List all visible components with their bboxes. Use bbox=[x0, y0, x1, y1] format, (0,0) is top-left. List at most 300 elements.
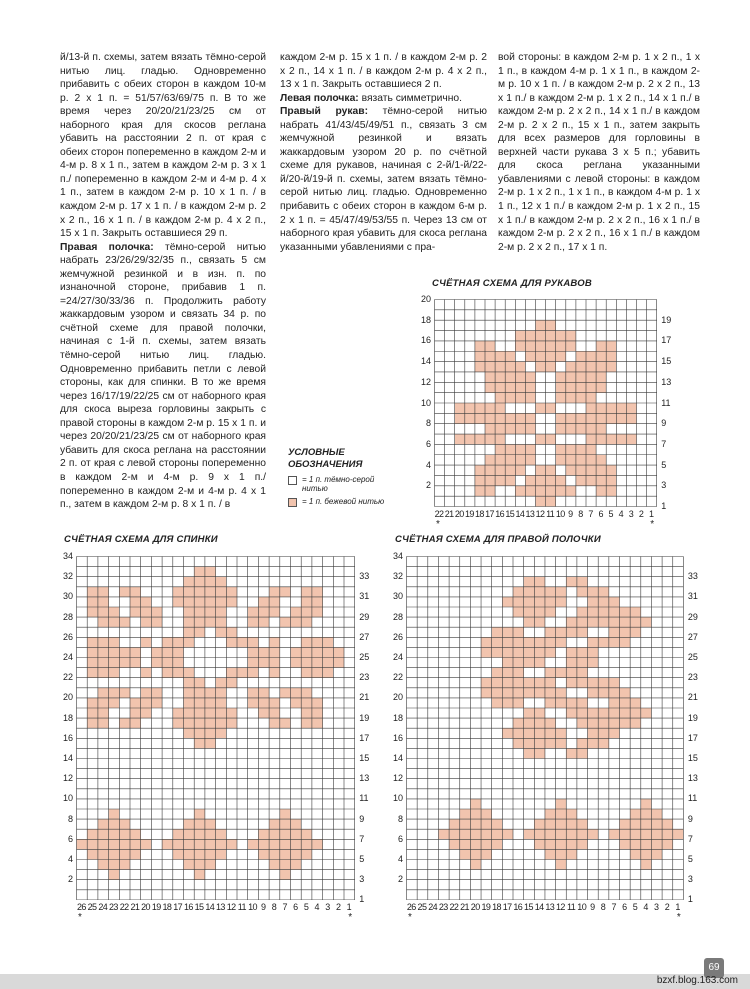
row-number-label: 33 bbox=[687, 571, 698, 582]
column-number-label: 19 bbox=[481, 902, 491, 913]
beige-stitch-cell bbox=[492, 627, 503, 637]
repeat-marker-star: * bbox=[676, 912, 681, 924]
beige-stitch-cell bbox=[534, 728, 545, 738]
beige-stitch-cell bbox=[173, 658, 184, 668]
beige-stitch-cell bbox=[630, 829, 641, 839]
beige-stitch-cell bbox=[534, 718, 545, 728]
beige-stitch-cell bbox=[291, 647, 302, 657]
beige-stitch-cell bbox=[556, 455, 566, 465]
beige-stitch-cell bbox=[475, 486, 485, 496]
beige-stitch-cell bbox=[184, 668, 195, 678]
beige-stitch-cell bbox=[505, 362, 515, 372]
beige-stitch-cell bbox=[515, 444, 525, 454]
beige-stitch-cell bbox=[194, 839, 205, 849]
beige-stitch-cell bbox=[641, 839, 652, 849]
beige-stitch-cell bbox=[216, 597, 227, 607]
beige-stitch-cell bbox=[598, 678, 609, 688]
beige-stitch-cell bbox=[566, 627, 577, 637]
beige-stitch-cell bbox=[566, 678, 577, 688]
beige-stitch-cell bbox=[566, 698, 577, 708]
beige-stitch-cell bbox=[588, 587, 599, 597]
column-number-label: 20 bbox=[141, 902, 150, 913]
beige-stitch-cell bbox=[630, 718, 641, 728]
text-column-3 bbox=[498, 51, 700, 254]
column-number-label: 16 bbox=[513, 902, 523, 913]
column-number-label: 10 bbox=[577, 902, 587, 913]
beige-stitch-cell bbox=[586, 362, 596, 372]
beige-stitch-cell bbox=[194, 698, 205, 708]
beige-stitch-cell bbox=[534, 597, 545, 607]
beige-stitch-cell bbox=[216, 849, 227, 859]
beige-stitch-cell bbox=[598, 607, 609, 617]
beige-stitch-cell bbox=[536, 403, 546, 413]
beige-stitch-cell bbox=[130, 829, 141, 839]
legend-label-dark: = 1 п. тёмно-серой нитью bbox=[302, 475, 375, 493]
column-number-label: 2 bbox=[638, 509, 644, 519]
beige-stitch-cell bbox=[194, 809, 205, 819]
beige-stitch-cell bbox=[237, 668, 248, 678]
beige-stitch-cell bbox=[460, 839, 471, 849]
beige-stitch-cell bbox=[515, 413, 525, 423]
beige-stitch-cell bbox=[566, 362, 576, 372]
beige-stitch-cell bbox=[184, 678, 195, 688]
beige-stitch-cell bbox=[87, 607, 98, 617]
row-number-label: 29 bbox=[687, 611, 698, 622]
beige-stitch-cell bbox=[475, 362, 485, 372]
beige-stitch-cell bbox=[481, 819, 492, 829]
beige-stitch-cell bbox=[576, 455, 586, 465]
beige-stitch-cell bbox=[609, 617, 620, 627]
column-number-label: 4 bbox=[618, 509, 624, 519]
row-number-label: 14 bbox=[62, 753, 73, 763]
beige-stitch-cell bbox=[194, 870, 205, 880]
beige-stitch-cell bbox=[184, 637, 195, 647]
beige-stitch-cell bbox=[525, 413, 535, 423]
beige-stitch-cell bbox=[130, 607, 141, 617]
beige-stitch-cell bbox=[194, 829, 205, 839]
beige-stitch-cell bbox=[291, 607, 302, 617]
row-number-label: 9 bbox=[359, 813, 365, 824]
row-number-label: 26 bbox=[392, 631, 403, 642]
beige-stitch-cell bbox=[641, 829, 652, 839]
beige-stitch-cell bbox=[216, 688, 227, 698]
beige-stitch-cell bbox=[566, 331, 576, 341]
beige-stitch-cell bbox=[312, 658, 323, 668]
beige-stitch-cell bbox=[312, 647, 323, 657]
beige-stitch-cell bbox=[606, 486, 616, 496]
back-grid bbox=[76, 556, 355, 900]
beige-stitch-cell bbox=[184, 627, 195, 637]
beige-stitch-cell bbox=[620, 708, 631, 718]
column-number-label: 14 bbox=[515, 509, 525, 519]
beige-stitch-cell bbox=[184, 597, 195, 607]
row-number-label: 16 bbox=[420, 335, 431, 346]
beige-stitch-cell bbox=[291, 860, 302, 870]
paragraph-text: й/13-й п. схемы, затем вязать тёмно-серой нитью лиц. гладью. Одновременно прибавить с обеих сторон в каждом 10-м р. 2 х 1 п. = 51/57/63/69/75 п. В то же время через 20/20/21/23/25 см от наборного края для скосов реглана убавить на расстоянии 2 п. от края с обеих сторон попеременно в каждом 2-м и 4-м р. 8 х 1 п., затем в каждом 2-м р. 3 х 1 п./ попеременно в каждом 2-м и 4-м р. 4 х 1 п., затем в каждом 2-м р. 10 х 1 п. / в каждом 2-м р. 17 х 1 п. / в каждом 2-м р. 2 х 2 п., 16 х 1 п. / в каждом 2-м р. 4 х 2 п., 15 х 1 п. Закрыть оставшиеся 29 п. bbox=[60, 52, 266, 240]
beige-stitch-cell bbox=[596, 372, 606, 382]
repeat-marker-star: * bbox=[650, 519, 655, 530]
beige-stitch-cell bbox=[513, 647, 524, 657]
beige-stitch-cell bbox=[194, 567, 205, 577]
beige-stitch-cell bbox=[301, 668, 312, 678]
beige-stitch-cell bbox=[162, 637, 173, 647]
beige-stitch-cell bbox=[513, 597, 524, 607]
beige-stitch-cell bbox=[556, 413, 566, 423]
row-number-label: 1 bbox=[687, 894, 693, 905]
beige-stitch-cell bbox=[536, 475, 546, 485]
beige-stitch-cell bbox=[513, 668, 524, 678]
row-number-label: 5 bbox=[661, 459, 667, 470]
beige-stitch-cell bbox=[606, 403, 616, 413]
column-number-label: 2 bbox=[335, 902, 341, 913]
row-number-label: 15 bbox=[359, 753, 370, 763]
beige-stitch-cell bbox=[312, 637, 323, 647]
row-number-label: 22 bbox=[62, 672, 73, 683]
beige-stitch-cell bbox=[481, 688, 492, 698]
site-url: bzxf.blog.163.com bbox=[656, 975, 738, 986]
beige-stitch-cell bbox=[226, 708, 237, 718]
beige-stitch-cell bbox=[184, 698, 195, 708]
row-number-label: 32 bbox=[392, 571, 403, 582]
beige-stitch-cell bbox=[269, 647, 280, 657]
beige-stitch-cell bbox=[609, 728, 620, 738]
beige-stitch-cell bbox=[651, 809, 662, 819]
beige-stitch-cell bbox=[470, 860, 481, 870]
beige-stitch-cell bbox=[524, 637, 535, 647]
beige-stitch-cell bbox=[173, 849, 184, 859]
beige-stitch-cell bbox=[109, 849, 120, 859]
beige-stitch-cell bbox=[513, 607, 524, 617]
beige-stitch-cell bbox=[269, 668, 280, 678]
beige-stitch-cell bbox=[577, 708, 588, 718]
beige-stitch-cell bbox=[630, 849, 641, 859]
beige-stitch-cell bbox=[481, 829, 492, 839]
row-number-label: 17 bbox=[661, 335, 672, 346]
beige-stitch-cell bbox=[119, 860, 130, 870]
beige-stitch-cell bbox=[141, 668, 152, 678]
row-number-label: 2 bbox=[425, 480, 431, 491]
column-number-label: 13 bbox=[216, 902, 225, 913]
beige-stitch-cell bbox=[626, 403, 636, 413]
beige-stitch-cell bbox=[248, 637, 259, 647]
beige-stitch-cell bbox=[119, 849, 130, 859]
beige-stitch-cell bbox=[87, 658, 98, 668]
column-number-label: 4 bbox=[314, 902, 319, 913]
beige-stitch-cell bbox=[566, 424, 576, 434]
beige-stitch-cell bbox=[545, 839, 556, 849]
beige-stitch-cell bbox=[269, 839, 280, 849]
beige-stitch-cell bbox=[194, 849, 205, 859]
beige-stitch-cell bbox=[588, 617, 599, 627]
beige-stitch-cell bbox=[141, 698, 152, 708]
beige-stitch-cell bbox=[556, 668, 567, 678]
sleeve-grid bbox=[434, 299, 657, 507]
beige-stitch-cell bbox=[556, 849, 567, 859]
beige-stitch-cell bbox=[130, 698, 141, 708]
beige-stitch-cell bbox=[280, 860, 291, 870]
beige-stitch-cell bbox=[576, 393, 586, 403]
beige-stitch-cell bbox=[576, 351, 586, 361]
column-number-label: 16 bbox=[183, 902, 193, 913]
beige-stitch-cell bbox=[524, 829, 535, 839]
beige-stitch-cell bbox=[173, 597, 184, 607]
row-number-label: 23 bbox=[687, 672, 698, 683]
beige-stitch-cell bbox=[505, 351, 515, 361]
beige-stitch-cell bbox=[546, 465, 556, 475]
beige-stitch-cell bbox=[620, 819, 631, 829]
beige-stitch-cell bbox=[630, 607, 641, 617]
beige-stitch-cell bbox=[151, 688, 162, 698]
beige-stitch-cell bbox=[205, 587, 216, 597]
beige-stitch-cell bbox=[205, 607, 216, 617]
column-number-label: 21 bbox=[130, 902, 140, 913]
beige-stitch-cell bbox=[525, 486, 535, 496]
legend-swatch-dark bbox=[288, 476, 297, 485]
column-number-label: 7 bbox=[611, 902, 616, 913]
row-number-label: 19 bbox=[359, 712, 370, 723]
row-number-label: 23 bbox=[359, 672, 370, 683]
beige-stitch-cell bbox=[248, 617, 259, 627]
row-number-label: 22 bbox=[392, 672, 403, 683]
beige-stitch-cell bbox=[87, 647, 98, 657]
beige-stitch-cell bbox=[226, 668, 237, 678]
beige-stitch-cell bbox=[586, 444, 596, 454]
beige-stitch-cell bbox=[524, 597, 535, 607]
beige-stitch-cell bbox=[513, 698, 524, 708]
beige-stitch-cell bbox=[226, 678, 237, 688]
beige-stitch-cell bbox=[596, 351, 606, 361]
beige-stitch-cell bbox=[588, 738, 599, 748]
beige-stitch-cell bbox=[545, 587, 556, 597]
beige-stitch-cell bbox=[248, 607, 259, 617]
beige-stitch-cell bbox=[205, 738, 216, 748]
beige-stitch-cell bbox=[545, 647, 556, 657]
row-number-label: 11 bbox=[661, 397, 671, 408]
repeat-marker-star: * bbox=[78, 912, 82, 924]
beige-stitch-cell bbox=[495, 475, 505, 485]
beige-stitch-cell bbox=[485, 382, 495, 392]
row-number-label: 6 bbox=[67, 833, 73, 844]
column-number-label: 18 bbox=[492, 902, 501, 913]
beige-stitch-cell bbox=[495, 362, 505, 372]
beige-stitch-cell bbox=[485, 465, 495, 475]
beige-stitch-cell bbox=[515, 393, 525, 403]
beige-stitch-cell bbox=[502, 647, 513, 657]
beige-stitch-cell bbox=[460, 829, 471, 839]
beige-stitch-cell bbox=[545, 678, 556, 688]
beige-stitch-cell bbox=[141, 597, 152, 607]
beige-stitch-cell bbox=[630, 819, 641, 829]
beige-stitch-cell bbox=[184, 718, 195, 728]
column-number-label: 8 bbox=[578, 509, 583, 519]
beige-stitch-cell bbox=[98, 668, 109, 678]
row-number-label: 17 bbox=[359, 732, 370, 743]
beige-stitch-cell bbox=[495, 444, 505, 454]
beige-stitch-cell bbox=[492, 839, 503, 849]
beige-stitch-cell bbox=[258, 607, 269, 617]
beige-stitch-cell bbox=[280, 819, 291, 829]
column-number-label: 14 bbox=[205, 902, 215, 913]
column-number-label: 11 bbox=[237, 902, 246, 913]
beige-stitch-cell bbox=[577, 839, 588, 849]
beige-stitch-cell bbox=[586, 475, 596, 485]
beige-stitch-cell bbox=[536, 434, 546, 444]
beige-stitch-cell bbox=[291, 688, 302, 698]
beige-stitch-cell bbox=[205, 829, 216, 839]
section-heading: Правый рукав: bbox=[280, 106, 369, 118]
beige-stitch-cell bbox=[505, 465, 515, 475]
section-heading: Левая полочка: bbox=[280, 92, 359, 104]
beige-stitch-cell bbox=[616, 403, 626, 413]
beige-stitch-cell bbox=[545, 637, 556, 647]
beige-stitch-cell bbox=[524, 708, 535, 718]
row-number-label: 3 bbox=[661, 480, 667, 491]
legend bbox=[288, 447, 398, 506]
beige-stitch-cell bbox=[301, 849, 312, 859]
beige-stitch-cell bbox=[216, 718, 227, 728]
beige-stitch-cell bbox=[609, 607, 620, 617]
beige-stitch-cell bbox=[470, 829, 481, 839]
beige-stitch-cell bbox=[641, 819, 652, 829]
beige-stitch-cell bbox=[524, 718, 535, 728]
beige-stitch-cell bbox=[87, 597, 98, 607]
beige-stitch-cell bbox=[502, 627, 513, 637]
beige-stitch-cell bbox=[291, 658, 302, 668]
beige-stitch-cell bbox=[460, 819, 471, 829]
beige-stitch-cell bbox=[205, 597, 216, 607]
beige-stitch-cell bbox=[651, 849, 662, 859]
beige-stitch-cell bbox=[98, 698, 109, 708]
beige-stitch-cell bbox=[598, 637, 609, 647]
beige-stitch-cell bbox=[495, 403, 505, 413]
beige-stitch-cell bbox=[545, 849, 556, 859]
beige-stitch-cell bbox=[525, 444, 535, 454]
beige-stitch-cell bbox=[301, 718, 312, 728]
beige-stitch-cell bbox=[98, 637, 109, 647]
beige-stitch-cell bbox=[545, 728, 556, 738]
beige-stitch-cell bbox=[449, 819, 460, 829]
beige-stitch-cell bbox=[460, 849, 471, 859]
beige-stitch-cell bbox=[248, 658, 259, 668]
column-number-label: 10 bbox=[248, 902, 257, 913]
beige-stitch-cell bbox=[525, 393, 535, 403]
beige-stitch-cell bbox=[515, 465, 525, 475]
column-number-label: 22 bbox=[119, 902, 129, 913]
paragraph-text: тёмно-серой нитью набрать 41/43/45/49/51 п., связать 3 см жемчужной резинкой и вязать жаккардовым узором 20 р. по счётной схеме для рукавов, начиная с 2-й/1-й/22-й/20-й/19-й п. схемы, затем вязать тёмно-серой нитью лиц. гладью. Одновременно прибавить с обеих сторон в каждом 6-м р. 2 х 1 п. = 45/47/49/53/55 п. Через 13 см от наборного края убавить для скоса реглана указанными убавлениями с пра- bbox=[280, 106, 487, 253]
beige-stitch-cell bbox=[119, 819, 130, 829]
beige-stitch-cell bbox=[566, 577, 577, 587]
beige-stitch-cell bbox=[546, 331, 556, 341]
beige-stitch-cell bbox=[556, 372, 566, 382]
column-number-label: 1 bbox=[346, 902, 352, 913]
beige-stitch-cell bbox=[98, 617, 109, 627]
beige-stitch-cell bbox=[616, 413, 626, 423]
row-number-label: 31 bbox=[687, 591, 698, 602]
row-number-label: 9 bbox=[687, 813, 693, 824]
beige-stitch-cell bbox=[609, 718, 620, 728]
beige-stitch-cell bbox=[205, 577, 216, 587]
beige-stitch-cell bbox=[194, 627, 205, 637]
beige-stitch-cell bbox=[173, 647, 184, 657]
beige-stitch-cell bbox=[184, 819, 195, 829]
beige-stitch-cell bbox=[87, 637, 98, 647]
beige-stitch-cell bbox=[162, 839, 173, 849]
beige-stitch-cell bbox=[470, 809, 481, 819]
beige-stitch-cell bbox=[566, 839, 577, 849]
beige-stitch-cell bbox=[524, 658, 535, 668]
beige-stitch-cell bbox=[536, 320, 546, 330]
beige-stitch-cell bbox=[566, 708, 577, 718]
beige-stitch-cell bbox=[556, 688, 567, 698]
front-chart-title: СЧЁТНАЯ СХЕМА ДЛЯ ПРАВОЙ ПОЛОЧКИ bbox=[395, 534, 601, 545]
beige-stitch-cell bbox=[577, 617, 588, 627]
beige-stitch-cell bbox=[620, 627, 631, 637]
beige-stitch-cell bbox=[98, 587, 109, 597]
beige-stitch-cell bbox=[216, 587, 227, 597]
row-number-label: 26 bbox=[62, 631, 73, 642]
beige-stitch-cell bbox=[280, 718, 291, 728]
row-number-label: 20 bbox=[420, 294, 431, 304]
beige-stitch-cell bbox=[173, 587, 184, 597]
beige-stitch-cell bbox=[566, 393, 576, 403]
beige-stitch-cell bbox=[151, 647, 162, 657]
beige-stitch-cell bbox=[525, 351, 535, 361]
beige-stitch-cell bbox=[291, 819, 302, 829]
row-number-label: 8 bbox=[397, 813, 403, 824]
beige-stitch-cell bbox=[546, 486, 556, 496]
beige-stitch-cell bbox=[475, 351, 485, 361]
beige-stitch-cell bbox=[513, 678, 524, 688]
beige-stitch-cell bbox=[119, 688, 130, 698]
beige-stitch-cell bbox=[194, 688, 205, 698]
beige-stitch-cell bbox=[556, 475, 566, 485]
beige-stitch-cell bbox=[87, 839, 98, 849]
beige-stitch-cell bbox=[460, 809, 471, 819]
beige-stitch-cell bbox=[248, 698, 259, 708]
beige-stitch-cell bbox=[515, 382, 525, 392]
beige-stitch-cell bbox=[525, 455, 535, 465]
beige-stitch-cell bbox=[216, 627, 227, 637]
beige-stitch-cell bbox=[620, 718, 631, 728]
beige-stitch-cell bbox=[184, 688, 195, 698]
beige-stitch-cell bbox=[495, 434, 505, 444]
beige-stitch-cell bbox=[505, 382, 515, 392]
beige-stitch-cell bbox=[556, 698, 567, 708]
row-number-label: 25 bbox=[359, 652, 370, 662]
beige-stitch-cell bbox=[524, 607, 535, 617]
beige-stitch-cell bbox=[280, 839, 291, 849]
beige-stitch-cell bbox=[630, 627, 641, 637]
beige-stitch-cell bbox=[515, 341, 525, 351]
beige-stitch-cell bbox=[556, 393, 566, 403]
beige-stitch-cell bbox=[577, 627, 588, 637]
beige-stitch-cell bbox=[465, 413, 475, 423]
beige-stitch-cell bbox=[577, 819, 588, 829]
beige-stitch-cell bbox=[162, 647, 173, 657]
page-number: 69 bbox=[704, 958, 724, 978]
beige-stitch-cell bbox=[485, 434, 495, 444]
row-number-label: 34 bbox=[62, 551, 73, 561]
row-number-label: 16 bbox=[62, 732, 73, 743]
beige-stitch-cell bbox=[524, 617, 535, 627]
row-number-label: 19 bbox=[687, 712, 698, 723]
column-number-label: 2 bbox=[664, 902, 670, 913]
beige-stitch-cell bbox=[546, 362, 556, 372]
beige-stitch-cell bbox=[470, 819, 481, 829]
beige-stitch-cell bbox=[630, 698, 641, 708]
beige-stitch-cell bbox=[566, 341, 576, 351]
beige-stitch-cell bbox=[216, 577, 227, 587]
